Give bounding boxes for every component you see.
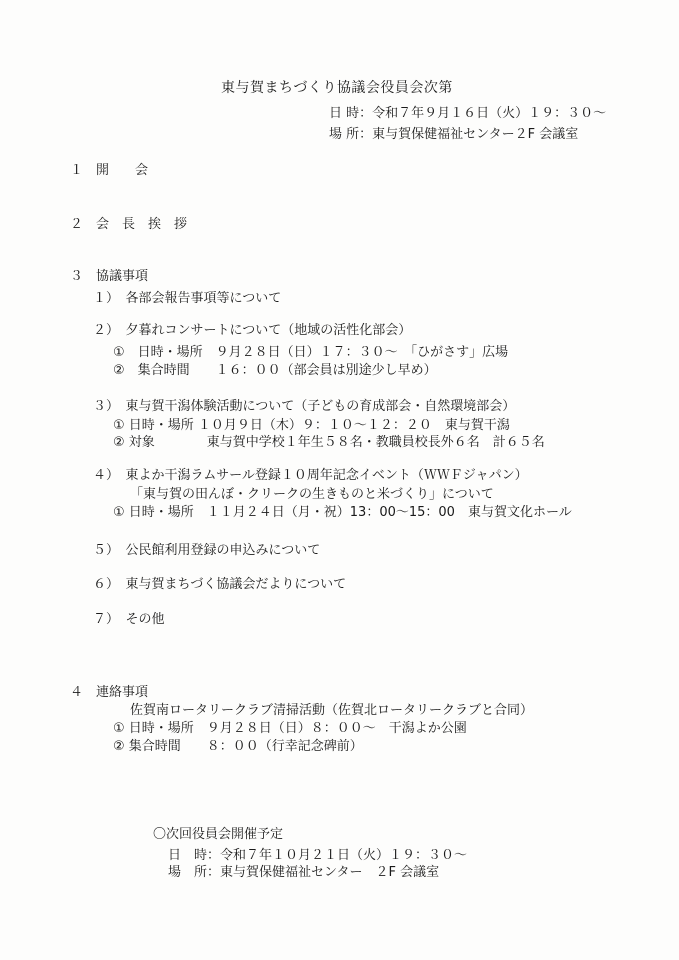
meeting-datetime: 日 時：令和７年９月１６日（火）１９：３０～	[329, 106, 607, 121]
section-agenda: ３ 協議事項	[70, 269, 149, 284]
agenda-item-3-line-1: ① 日時・場所 １０月９日（木）９：１０～１２：２０ 東与賀干潟	[113, 418, 510, 433]
next-meeting-place: 場 所：東与賀保健福祉センター ２F 会議室	[168, 865, 440, 880]
section-opening: １ 開 会	[70, 163, 149, 178]
next-meeting-datetime: 日 時：令和７年１０月２１日（火）１９：３０～	[168, 848, 468, 863]
agenda-item-2-line-1: ① 日時・場所 ９月２８日（日）１７：３０～ 「ひがさす」広場	[113, 345, 509, 360]
agenda-item-2-line-2: ② 集合時間 １６：００（部会員は別途少し早め）	[113, 363, 437, 378]
section-greeting: ２ 会 長 挨 拶	[70, 217, 188, 232]
agenda-item-4-subtitle: 「東与賀の田んぼ・クリークの生きものと米づくり」について	[130, 487, 494, 502]
agenda-item-2: ２） 夕暮れコンサートについて（地域の活性化部会）	[93, 323, 412, 338]
document-title: 東与賀まちづくり協議会役員会次第	[221, 80, 453, 96]
agenda-item-7: ７） その他	[93, 612, 165, 627]
notice-title: 佐賀南ロータリークラブ清掃活動（佐賀北ロータリークラブと合同）	[130, 703, 534, 718]
agenda-item-4-line-1: ① 日時・場所 １１月２４日（月・祝）13：00～15：00 東与賀文化ホール	[113, 505, 572, 520]
agenda-item-6: ６） 東与賀まちづく協議会だよりについて	[93, 577, 347, 592]
agenda-item-1: １） 各部会報告事項等について	[93, 291, 282, 306]
next-meeting-heading: 〇次回役員会開催予定	[153, 827, 284, 842]
agenda-item-3-line-2: ② 対象 東与賀中学校１年生５８名・教職員校長外６名 計６５名	[113, 435, 545, 450]
notice-line-1: ① 日時・場所 ９月２８日（日）８：００～ 干潟よか公園	[113, 721, 467, 736]
section-notices: ４ 連絡事項	[70, 685, 149, 700]
agenda-item-4: ４） 東よか干潟ラムサール登録１０周年記念イベント（ＷＷＦジャパン）	[93, 468, 528, 483]
notice-line-2: ② 集合時間 ８：００（行幸記念碑前）	[113, 739, 363, 754]
meeting-place: 場 所：東与賀保健福祉センター２F 会議室	[329, 127, 579, 142]
agenda-item-5: ５） 公民館利用登録の申込みについて	[93, 543, 321, 558]
agenda-item-3: ３） 東与賀干潟体験活動について（子どもの育成部会・自然環境部会）	[93, 399, 516, 414]
